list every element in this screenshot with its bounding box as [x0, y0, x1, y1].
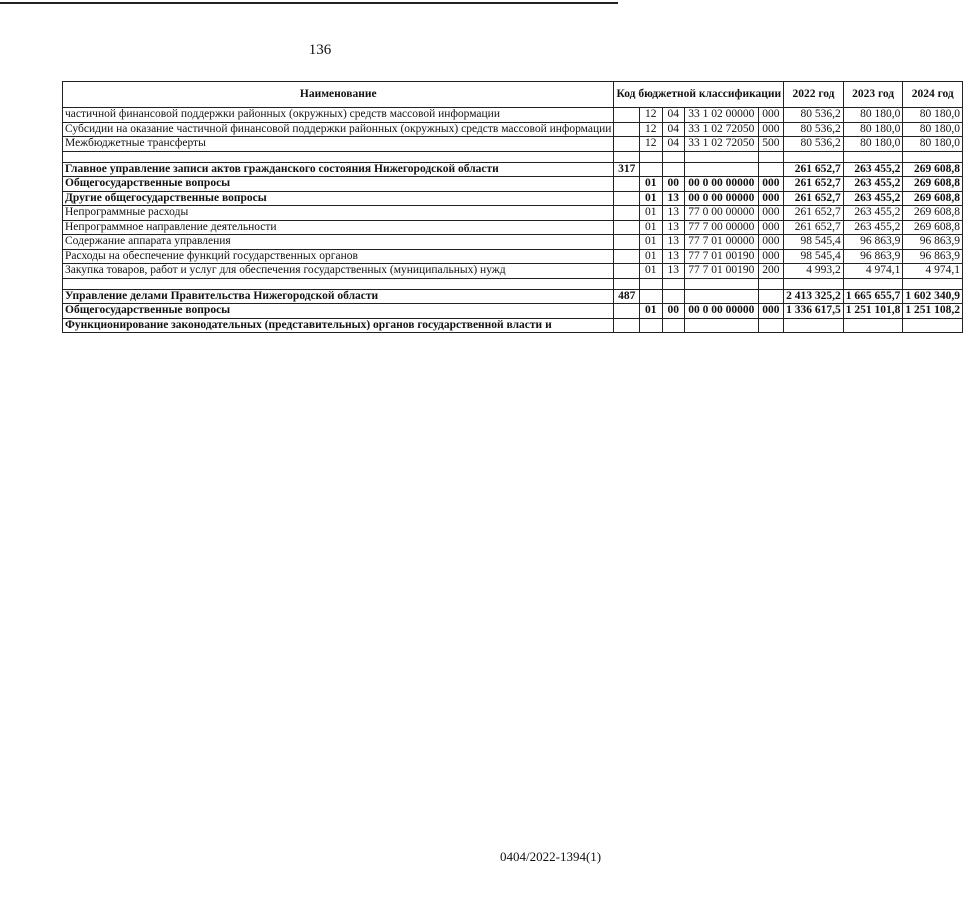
cell-name: Непрограммное направление деятельности [63, 220, 614, 235]
cell-2023 [843, 151, 903, 162]
cell-2022: 261 652,7 [784, 191, 844, 206]
cell-name: частичной финансовой поддержки районных (окружных) средств массовой информации [63, 108, 614, 123]
cell-target-item: 33 1 02 72050 [685, 137, 759, 152]
cell-section [639, 318, 662, 333]
cell-target-item: 00 0 00 00000 [685, 177, 759, 192]
table-body [63, 108, 963, 333]
cell-section: 01 [639, 264, 662, 279]
cell-expense-type: 000 [758, 220, 784, 235]
cell-2024 [903, 151, 963, 162]
cell-section: 12 [639, 108, 662, 123]
cell-ved [614, 220, 639, 235]
cell-expense-type: 200 [758, 264, 784, 279]
cell-2024: 96 863,9 [903, 249, 963, 264]
cell-name: Межбюджетные трансферты [63, 137, 614, 152]
cell-section: 01 [639, 191, 662, 206]
header-2024: 2024 год [903, 82, 963, 108]
cell-2024: 80 180,0 [903, 137, 963, 152]
table-row [63, 108, 963, 123]
cell-2023: 263 455,2 [843, 206, 903, 221]
cell-section: 01 [639, 304, 662, 319]
cell-subsection: 04 [662, 122, 685, 137]
cell-2024 [903, 278, 963, 289]
table-row [63, 235, 963, 250]
cell-expense-type: 000 [758, 122, 784, 137]
cell-target-item [685, 278, 759, 289]
cell-target-item [685, 162, 759, 177]
cell-target-item [685, 318, 759, 333]
cell-ved: 487 [614, 289, 639, 304]
header-2022: 2022 год [784, 82, 844, 108]
cell-name [63, 278, 614, 289]
cell-name: Главное управление записи актов гражданского состояния Нижегородской области [63, 162, 614, 177]
cell-2022: 261 652,7 [784, 220, 844, 235]
cell-expense-type [758, 162, 784, 177]
cell-ved [614, 235, 639, 250]
cell-section: 01 [639, 206, 662, 221]
cell-2024: 96 863,9 [903, 235, 963, 250]
cell-2023: 1 665 655,7 [843, 289, 903, 304]
cell-2023 [843, 278, 903, 289]
cell-subsection: 13 [662, 220, 685, 235]
cell-target-item: 33 1 02 72050 [685, 122, 759, 137]
cell-subsection: 13 [662, 264, 685, 279]
cell-section: 01 [639, 249, 662, 264]
cell-name: Общегосударственные вопросы [63, 177, 614, 192]
cell-target-item [685, 289, 759, 304]
cell-target-item: 00 0 00 00000 [685, 304, 759, 319]
cell-ved [614, 122, 639, 137]
cell-2024: 80 180,0 [903, 108, 963, 123]
cell-expense-type: 000 [758, 108, 784, 123]
spacer-row [63, 151, 963, 162]
cell-2022: 1 336 617,5 [784, 304, 844, 319]
cell-2022 [784, 151, 844, 162]
cell-subsection: 13 [662, 249, 685, 264]
cell-subsection: 00 [662, 304, 685, 319]
table-row [63, 206, 963, 221]
table-header-row [63, 82, 963, 108]
cell-target-item [685, 151, 759, 162]
cell-2024: 1 251 108,2 [903, 304, 963, 319]
cell-2023: 80 180,0 [843, 122, 903, 137]
cell-expense-type: 000 [758, 191, 784, 206]
cell-name: Управление делами Правительства Нижегородской области [63, 289, 614, 304]
cell-expense-type [758, 151, 784, 162]
cell-name: Расходы на обеспечение функций государственных органов [63, 249, 614, 264]
cell-target-item: 77 7 01 00190 [685, 264, 759, 279]
cell-2022: 2 413 325,2 [784, 289, 844, 304]
cell-target-item: 77 7 00 00000 [685, 220, 759, 235]
cell-ved [614, 151, 639, 162]
table-row [63, 249, 963, 264]
cell-ved [614, 108, 639, 123]
cell-subsection: 04 [662, 137, 685, 152]
cell-name: Общегосударственные вопросы [63, 304, 614, 319]
cell-section: 01 [639, 235, 662, 250]
cell-section [639, 289, 662, 304]
cell-2023: 96 863,9 [843, 249, 903, 264]
cell-expense-type: 000 [758, 249, 784, 264]
cell-2022 [784, 278, 844, 289]
cell-2023: 1 251 101,8 [843, 304, 903, 319]
cell-ved: 317 [614, 162, 639, 177]
cell-name [63, 151, 614, 162]
table-row [63, 162, 963, 177]
cell-expense-type: 000 [758, 235, 784, 250]
cell-expense-type: 000 [758, 304, 784, 319]
cell-ved [614, 304, 639, 319]
cell-2024: 4 974,1 [903, 264, 963, 279]
cell-2023: 263 455,2 [843, 191, 903, 206]
cell-ved [614, 278, 639, 289]
cell-target-item: 77 7 01 00190 [685, 249, 759, 264]
cell-subsection: 13 [662, 206, 685, 221]
cell-subsection: 13 [662, 235, 685, 250]
cell-2022: 98 545,4 [784, 235, 844, 250]
cell-subsection: 00 [662, 177, 685, 192]
cell-2023: 80 180,0 [843, 137, 903, 152]
cell-name: Содержание аппарата управления [63, 235, 614, 250]
cell-subsection: 13 [662, 191, 685, 206]
cell-target-item: 77 7 01 00000 [685, 235, 759, 250]
table-row [63, 318, 963, 333]
cell-section: 01 [639, 177, 662, 192]
cell-name: Другие общегосударственные вопросы [63, 191, 614, 206]
header-name: Наименование [63, 82, 614, 108]
cell-expense-type [758, 278, 784, 289]
cell-expense-type: 000 [758, 177, 784, 192]
cell-2024 [903, 318, 963, 333]
cell-section: 12 [639, 137, 662, 152]
table-row [63, 177, 963, 192]
cell-target-item: 33 1 02 00000 [685, 108, 759, 123]
cell-2023: 263 455,2 [843, 177, 903, 192]
cell-subsection [662, 151, 685, 162]
cell-2022: 98 545,4 [784, 249, 844, 264]
table-row [63, 122, 963, 137]
header-2023: 2023 год [843, 82, 903, 108]
top-border-line [0, 2, 618, 4]
cell-name: Закупка товаров, работ и услуг для обеспечения государственных (муниципальных) нужд [63, 264, 614, 279]
cell-ved [614, 249, 639, 264]
cell-target-item: 00 0 00 00000 [685, 191, 759, 206]
cell-section [639, 162, 662, 177]
cell-expense-type: 500 [758, 137, 784, 152]
cell-2024: 269 608,8 [903, 162, 963, 177]
cell-2024: 80 180,0 [903, 122, 963, 137]
cell-2022: 261 652,7 [784, 206, 844, 221]
document-code: 0404/2022-1394(1) [500, 849, 602, 864]
cell-subsection [662, 278, 685, 289]
cell-2024: 269 608,8 [903, 191, 963, 206]
table-row [63, 191, 963, 206]
cell-2023: 96 863,9 [843, 235, 903, 250]
cell-ved [614, 191, 639, 206]
cell-2022: 4 993,2 [784, 264, 844, 279]
cell-name: Субсидии на оказание частичной финансовой поддержки районных (окружных) средств массовой информации [63, 122, 614, 137]
cell-ved [614, 264, 639, 279]
cell-subsection [662, 318, 685, 333]
table-row [63, 289, 963, 304]
cell-2023: 4 974,1 [843, 264, 903, 279]
cell-ved [614, 206, 639, 221]
cell-2022: 80 536,2 [784, 122, 844, 137]
cell-expense-type [758, 318, 784, 333]
cell-subsection: 04 [662, 108, 685, 123]
cell-subsection [662, 162, 685, 177]
cell-2022: 261 652,7 [784, 177, 844, 192]
cell-ved [614, 137, 639, 152]
cell-2022: 261 652,7 [784, 162, 844, 177]
header-code: Код бюджетной классификации [614, 82, 784, 108]
cell-ved [614, 318, 639, 333]
cell-2022: 80 536,2 [784, 108, 844, 123]
table-row [63, 137, 963, 152]
table-row [63, 304, 963, 319]
table-row [63, 220, 963, 235]
cell-subsection [662, 289, 685, 304]
cell-section [639, 278, 662, 289]
cell-ved [614, 177, 639, 192]
cell-section: 01 [639, 220, 662, 235]
cell-2023: 263 455,2 [843, 162, 903, 177]
cell-2023: 263 455,2 [843, 220, 903, 235]
cell-2022: 80 536,2 [784, 137, 844, 152]
cell-2023: 80 180,0 [843, 108, 903, 123]
table-row [63, 264, 963, 279]
cell-section: 12 [639, 122, 662, 137]
cell-expense-type [758, 289, 784, 304]
cell-2024: 269 608,8 [903, 177, 963, 192]
cell-name: Функционирование законодательных (представительных) органов государственной власти и [63, 318, 614, 333]
budget-table [62, 81, 963, 333]
cell-2024: 269 608,8 [903, 220, 963, 235]
spacer-row [63, 278, 963, 289]
cell-2022 [784, 318, 844, 333]
cell-name: Непрограммные расходы [63, 206, 614, 221]
cell-expense-type: 000 [758, 206, 784, 221]
cell-2023 [843, 318, 903, 333]
cell-2024: 269 608,8 [903, 206, 963, 221]
cell-2024: 1 602 340,9 [903, 289, 963, 304]
cell-target-item: 77 0 00 00000 [685, 206, 759, 221]
cell-section [639, 151, 662, 162]
page-number: 136 [308, 42, 332, 58]
